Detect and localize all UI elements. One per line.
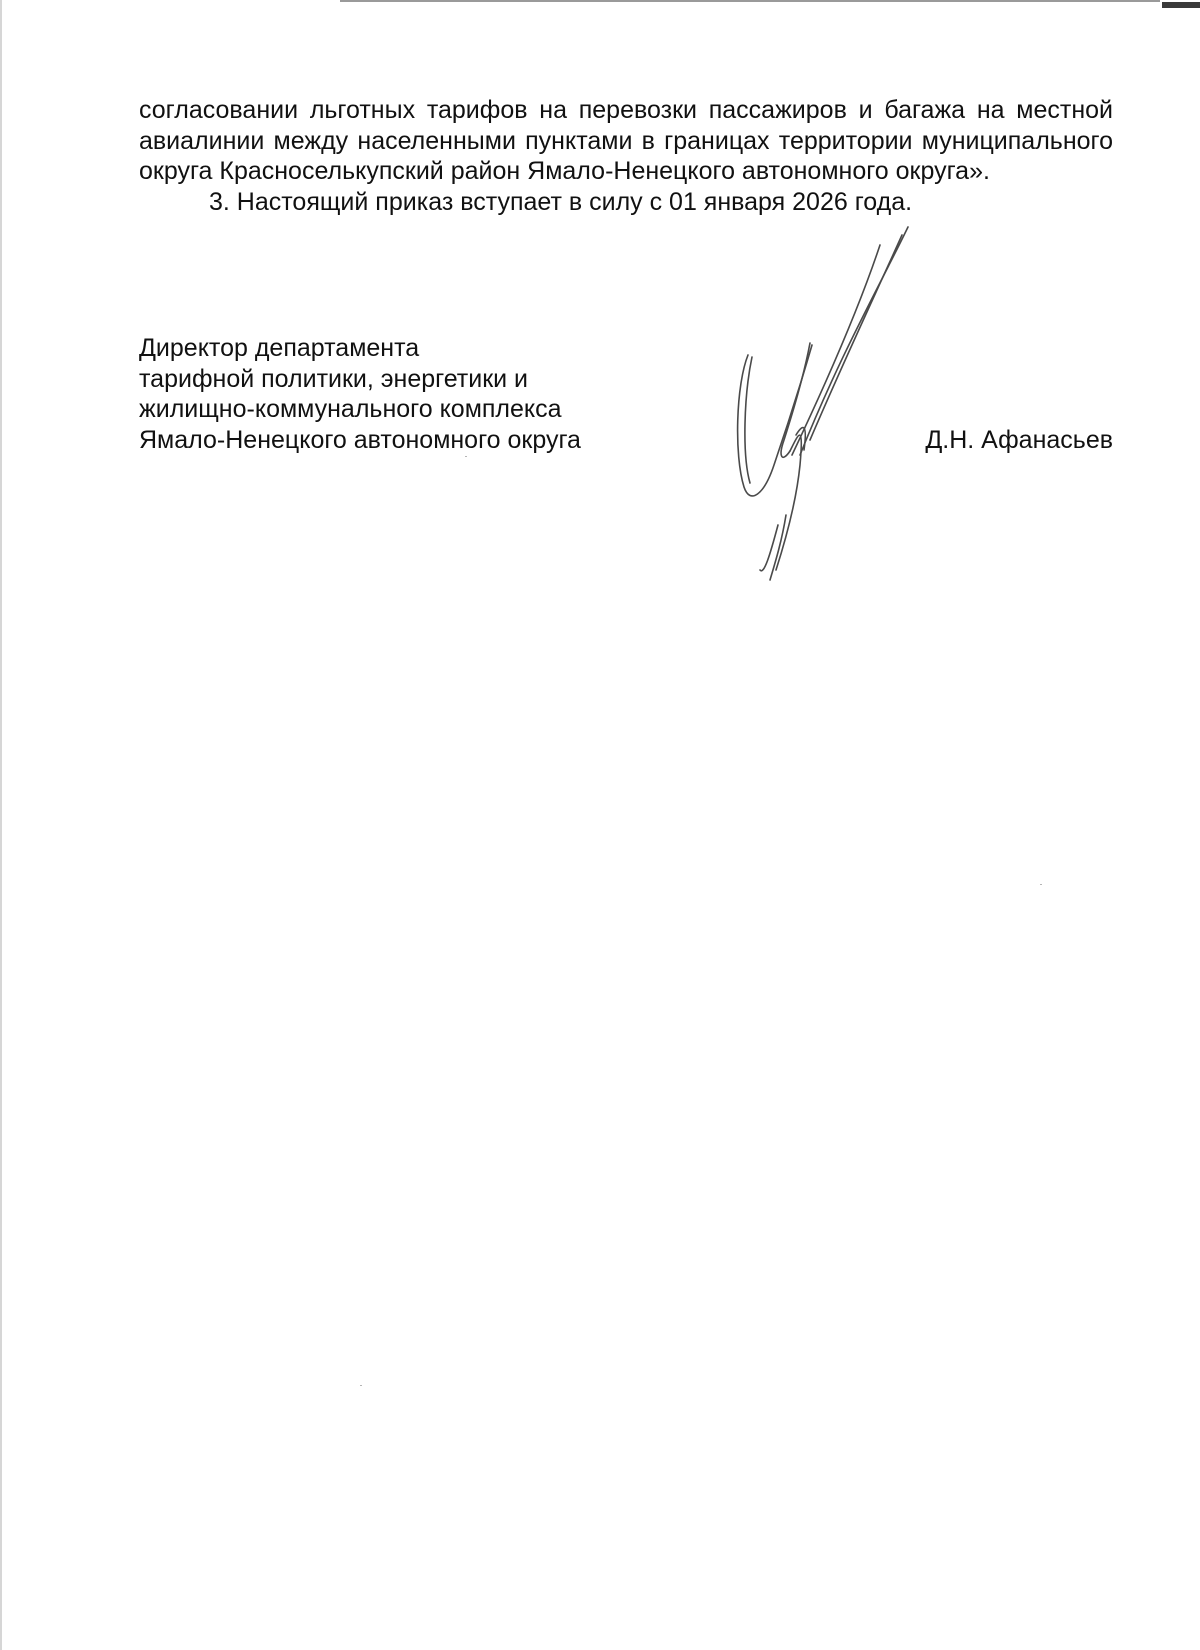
scan-speck <box>1040 884 1042 885</box>
scan-edge-left <box>0 0 2 1650</box>
scan-corner-mark <box>1162 2 1200 8</box>
signatory-position-line: жилищно-коммунального комплекса <box>139 395 562 423</box>
signatory-position-line: Ямало-Ненецкого автономного округа <box>139 425 581 454</box>
paragraph-continuation: согласовании льготных тарифов на перевозки пассажиров и багажа на местной авиалинии между населенными пунктами в границах территории муниципального округа Красноселькупский район Ямало-Ненецкого автономного округа». <box>139 96 1113 185</box>
signatory-position <box>139 333 699 455</box>
handwritten-signature <box>730 225 950 610</box>
signer-name: Д.Н. Афанасьев <box>925 426 1113 454</box>
scan-speck <box>465 456 467 457</box>
paragraph-item-3: 3. Настоящий приказ вступает в силу с 01 января 2026 года. <box>209 187 913 216</box>
document-body <box>139 95 1113 217</box>
signatory-position-line: Директор департамента <box>139 334 420 362</box>
signatory-position-line: тарифной политики, энергетики и <box>139 364 529 393</box>
scan-edge-top <box>340 0 1160 2</box>
scan-speck <box>360 1385 362 1386</box>
